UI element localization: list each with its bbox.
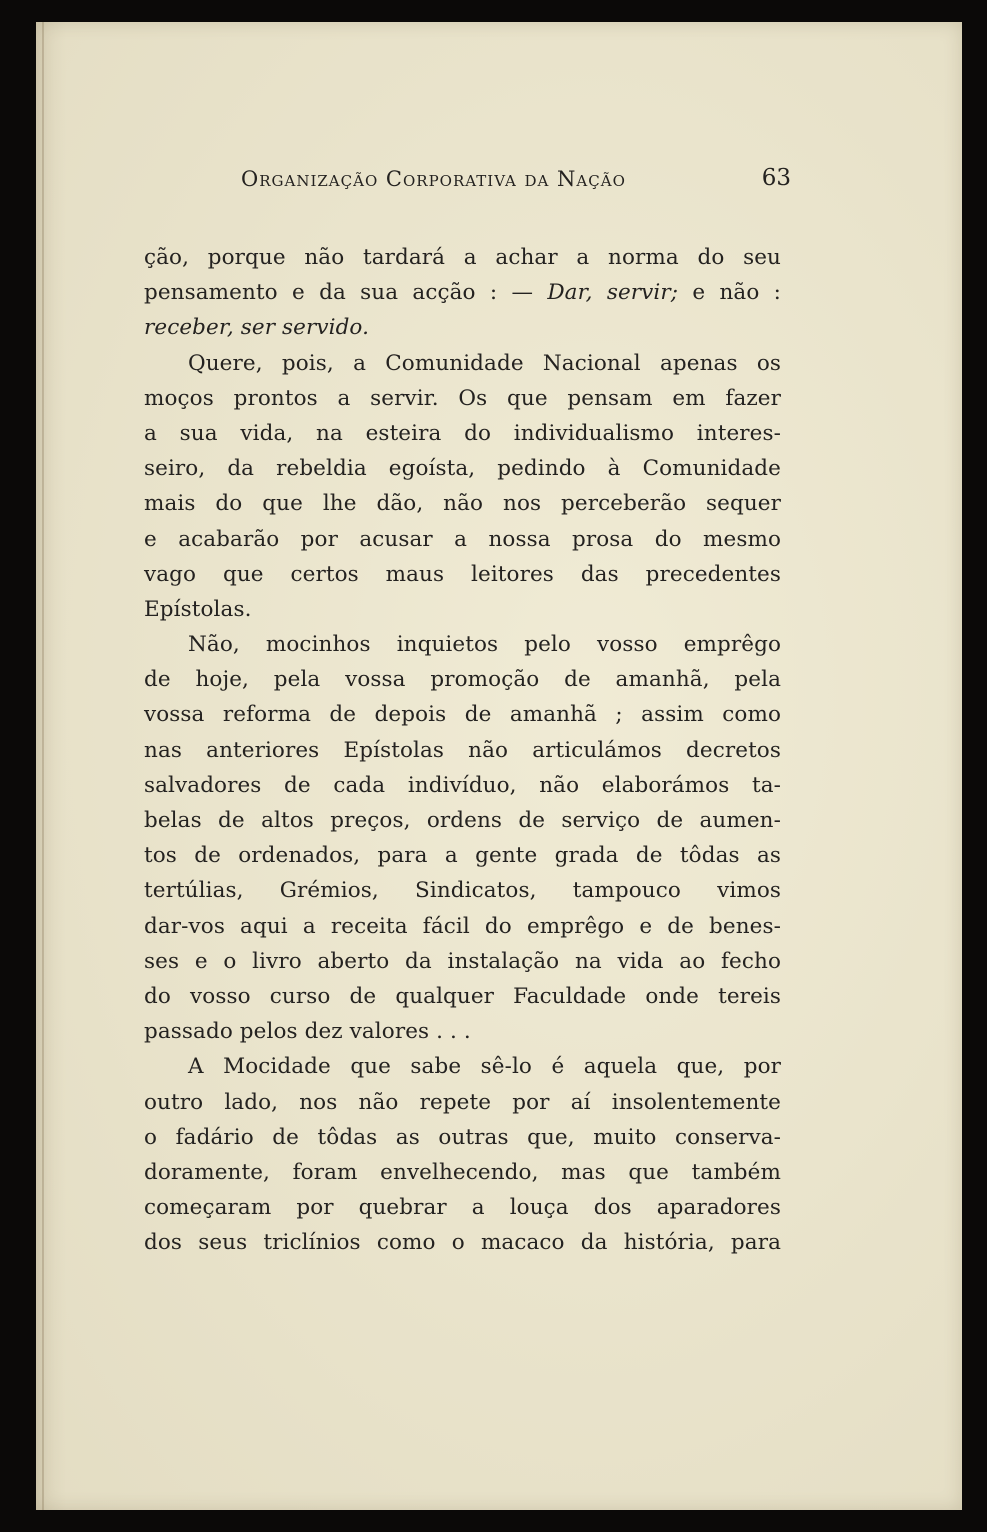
text-line: Quere, pois, a Comunidade Nacional apenas os — [188, 350, 781, 376]
italic-text: Dar, servir; — [547, 280, 679, 306]
text-line: dos seus triclínios como o macaco da história, para — [144, 1230, 781, 1256]
text-line: Epístolas. — [144, 596, 252, 622]
text-line: ção, porque não tardará a achar a norma do seu — [144, 245, 781, 270]
text-line: tertúlias, Grémios, Sindicatos, tampouco vimos — [144, 878, 781, 904]
text-line: belas de altos preços, ordens de serviço de aumen- — [144, 808, 781, 833]
text-line: o fadário de tôdas as outras que, muito conserva- — [144, 1124, 781, 1150]
book-page — [36, 22, 962, 1510]
text-line: a sua vida, na esteira do individualismo interes- — [144, 420, 781, 446]
text-line: e acabarão por acusar a nossa prosa do mesmo — [144, 526, 781, 552]
text-line: A Mocidade que sabe sê-lo é aquela que, por — [188, 1054, 781, 1080]
text-line: começaram por quebrar a louça dos aparadores — [144, 1195, 781, 1221]
page-number: 63 — [761, 165, 791, 191]
text-line: tos de ordenados, para a gente grada de tôdas as — [144, 843, 781, 869]
text-line: vago que certos maus leitores das precedentes — [144, 561, 781, 587]
text-line: seiro, da rebeldia egoísta, pedindo à Comunidade — [144, 456, 781, 482]
text-line: moços prontos a servir. Os que pensam em fazer — [144, 385, 781, 411]
text-line: ses e o livro aberto da instalação na vida ao fecho — [144, 948, 781, 974]
italic-text: receber, ser servido. — [144, 315, 370, 341]
running-title: Organização Corporativa da Nação — [241, 167, 626, 191]
text-span: pensamento e da sua acção : — — [144, 280, 548, 306]
text-line: doramente, foram envelhecendo, mas que também — [144, 1159, 781, 1185]
text-line — [144, 310, 781, 345]
text-line: passado pelos dez valores . . . — [144, 1019, 471, 1045]
text-line — [144, 275, 781, 310]
running-head — [241, 162, 796, 202]
page-gutter-shadow — [42, 22, 44, 1510]
text-line: de hoje, pela vossa promoção de amanhã, pela — [144, 667, 781, 693]
text-line: salvadores de cada indivíduo, não elaborámos ta- — [144, 772, 781, 798]
text-span: e não : — [678, 280, 781, 306]
text-line: nas anteriores Epístolas não articulámos decretos — [144, 737, 781, 763]
text-line: do vosso curso de qualquer Faculdade onde tereis — [144, 983, 781, 1009]
text-line: mais do que lhe dão, não nos perceberão sequer — [144, 491, 781, 517]
text-line: outro lado, nos não repete por aí insolentemente — [144, 1089, 781, 1115]
body-text — [144, 240, 781, 1260]
text-line: Não, mocinhos inquietos pelo vosso emprêgo — [188, 632, 781, 658]
text-line: dar-vos aqui a receita fácil do emprêgo e de benes- — [144, 913, 781, 939]
text-line: vossa reforma de depois de amanhã ; assim como — [144, 702, 781, 728]
